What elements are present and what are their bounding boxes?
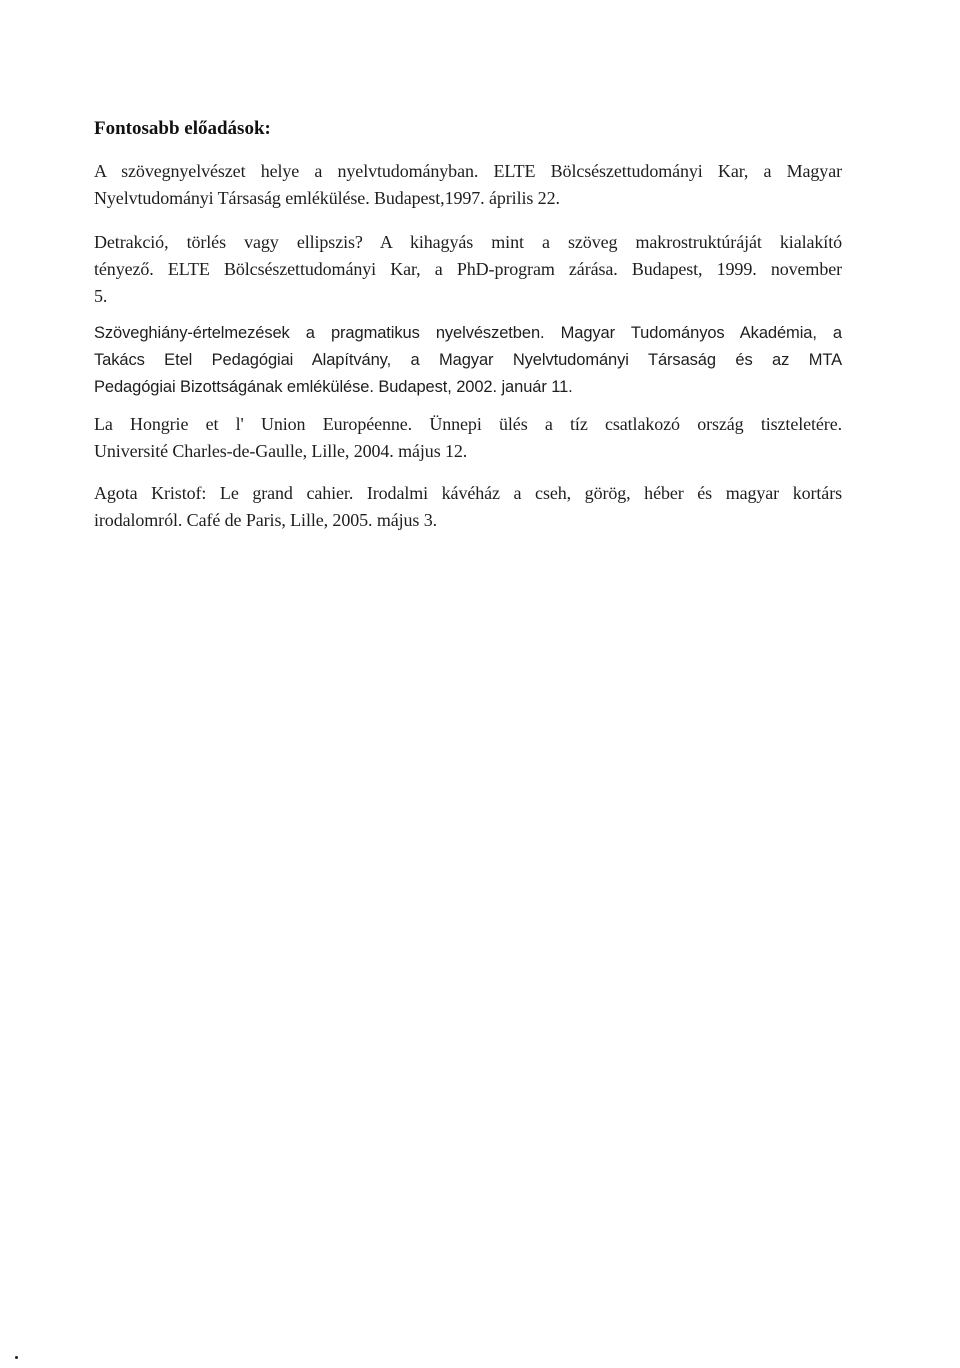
- entry-line: Takács Etel Pedagógiai Alapítvány, a Magyar Nyelvtudományi Társaság és az MTA: [94, 351, 842, 369]
- entry-line: Pedagógiai Bizottságának emlékülése. Budapest, 2002. január 11.: [94, 378, 573, 396]
- entry-line: Agota Kristof: Le grand cahier. Irodalmi kávéház a cseh, görög, héber és magyar kortárs: [94, 483, 842, 503]
- lecture-entry: [94, 229, 842, 310]
- lecture-entry: [94, 411, 842, 465]
- entry-line: A szövegnyelvészet helye a nyelvtudományban. ELTE Bölcsészettudományi Kar, a Magyar: [94, 161, 842, 181]
- entry-line: irodalomról. Café de Paris, Lille, 2005. május 3.: [94, 510, 438, 530]
- entry-line: 5.: [94, 286, 108, 306]
- entry-line: Nyelvtudományi Társaság emlékülése. Budapest,1997. április 22.: [94, 188, 560, 208]
- lecture-entry: [94, 320, 842, 401]
- entry-line: Detrakció, törlés vagy ellipszis? A kihagyás mint a szöveg makrostruktúráját kialakító: [94, 232, 842, 252]
- lecture-entry: [94, 158, 842, 212]
- lecture-entry: [94, 480, 842, 534]
- entry-line: Université Charles-de-Gaulle, Lille, 2004. május 12.: [94, 441, 468, 461]
- scan-speck: [15, 1356, 18, 1359]
- entry-line: tényező. ELTE Bölcsészettudományi Kar, a PhD-program zárása. Budapest, 1999. november: [94, 259, 842, 279]
- entry-line: La Hongrie et l' Union Européenne. Ünnepi ülés a tíz csatlakozó ország tiszteletére.: [94, 414, 842, 434]
- section-heading: Fontosabb előadások:: [94, 118, 271, 139]
- entry-line: Szöveghiány-értelmezések a pragmatikus nyelvészetben. Magyar Tudományos Akadémia, a: [94, 324, 842, 342]
